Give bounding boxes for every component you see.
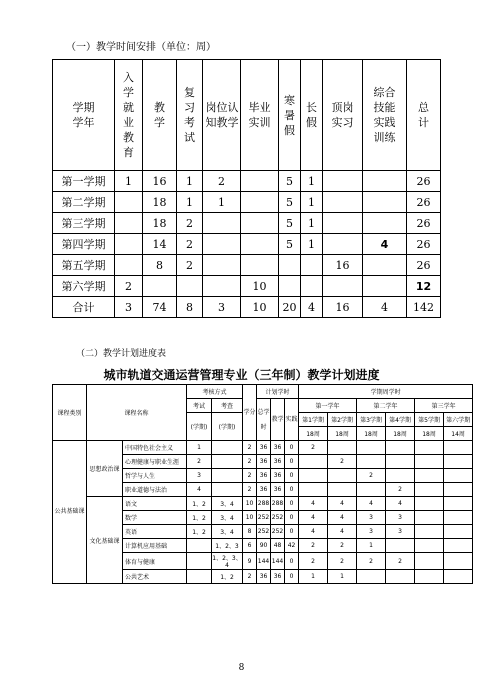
time-cell: 4 (301, 297, 323, 318)
time-cell: 8 (177, 297, 203, 318)
weekly-hours (386, 570, 415, 584)
weekly-hours (357, 570, 386, 584)
weekly-hours (328, 483, 357, 497)
weekly-hours (357, 455, 386, 469)
weekly-hours (386, 441, 415, 455)
check-term: 3、4 (212, 497, 243, 511)
weekly-hours (415, 441, 444, 455)
credit: 10 (243, 497, 257, 511)
total-hours: 36 (257, 570, 271, 584)
weekly-hours: 2 (299, 553, 328, 570)
exam-term: 1 (187, 441, 212, 455)
time-cell: 2 (203, 171, 241, 192)
header-year-3: 第三学年 (415, 399, 473, 413)
teach-hours: 36 (271, 483, 285, 497)
teach-hours: 36 (271, 441, 285, 455)
time-cell: 3 (115, 297, 143, 318)
time-cell (323, 234, 363, 255)
weekly-hours (415, 511, 444, 525)
weekly-hours (444, 553, 473, 570)
check-term (212, 469, 243, 483)
time-cell: 18 (143, 213, 177, 234)
weekly-hours: 2 (386, 553, 415, 570)
section1-title: （一）教学时间安排（单位：周） (66, 42, 216, 53)
time-cell: 4 (363, 297, 407, 318)
page-number: 8 (238, 663, 245, 673)
teach-hours: 36 (271, 455, 285, 469)
header-cell: 复习考试 (177, 60, 203, 171)
weekly-hours (415, 483, 444, 497)
weekly-hours: 3 (386, 525, 415, 539)
time-cell: 14 (143, 234, 177, 255)
weekly-hours (444, 469, 473, 483)
total-hours: 252 (257, 525, 271, 539)
weekly-hours: 3 (357, 525, 386, 539)
header-category: 课程类别 (53, 385, 87, 441)
teach-hours: 144 (271, 553, 285, 570)
total-hours: 36 (257, 469, 271, 483)
practice-hours: 42 (285, 539, 299, 553)
practice-hours: 0 (285, 497, 299, 511)
weekly-hours: 4 (299, 525, 328, 539)
course-name: 计算机应用基础 (123, 539, 187, 553)
time-table-row (53, 213, 441, 234)
header-term: 第1学期 (299, 413, 328, 427)
weekly-hours (328, 469, 357, 483)
weekly-hours (444, 483, 473, 497)
exam-term (187, 553, 212, 570)
check-term (212, 441, 243, 455)
check-term (212, 455, 243, 469)
header-term-weeks: 18周 (386, 427, 415, 441)
weekly-hours (357, 483, 386, 497)
check-term: 1、2、3、4 (212, 553, 243, 570)
time-cell: 12 (407, 276, 441, 297)
semester-label: 第二学期 (53, 192, 115, 213)
time-cell (301, 255, 323, 276)
time-cell (363, 255, 407, 276)
credit: 9 (243, 553, 257, 570)
time-cell: 1 (203, 192, 241, 213)
time-cell: 4 (363, 234, 407, 255)
weekly-hours (444, 455, 473, 469)
teach-hours: 252 (271, 525, 285, 539)
course-name: 数学 (123, 511, 187, 525)
time-cell: 1 (301, 192, 323, 213)
time-cell: 2 (177, 213, 203, 234)
weekly-hours (328, 441, 357, 455)
weekly-hours: 1 (328, 570, 357, 584)
teach-hours: 36 (271, 570, 285, 584)
teach-hours: 48 (271, 539, 285, 553)
semester-label: 第三学期 (53, 213, 115, 234)
exam-term: 1、2 (187, 497, 212, 511)
semester-label: 合计 (53, 297, 115, 318)
weekly-hours: 2 (299, 539, 328, 553)
time-cell (241, 234, 279, 255)
teaching-time-table (52, 59, 441, 318)
time-cell: 16 (323, 297, 363, 318)
time-cell: 1 (301, 234, 323, 255)
time-cell (363, 213, 407, 234)
practice-hours: 0 (285, 570, 299, 584)
plan-title: 城市轨道交通运营管理专业（三年制）教学计划进度 (103, 368, 380, 382)
time-table-row (53, 297, 441, 318)
time-cell (363, 171, 407, 192)
time-cell: 20 (279, 297, 301, 318)
weekly-hours (386, 539, 415, 553)
check-term: 1、2 (212, 570, 243, 584)
weekly-hours: 3 (386, 511, 415, 525)
weekly-hours (299, 469, 328, 483)
time-cell: 1 (301, 213, 323, 234)
weekly-hours: 2 (357, 469, 386, 483)
exam-term (187, 539, 212, 553)
time-cell (279, 276, 301, 297)
check-term (212, 483, 243, 497)
practice-hours: 0 (285, 469, 299, 483)
check-term: 1、2、3 (212, 539, 243, 553)
time-cell: 16 (323, 255, 363, 276)
weekly-hours: 4 (328, 497, 357, 511)
weekly-hours: 2 (357, 553, 386, 570)
header-practice: 实践 (285, 399, 299, 441)
header-total-hours: 总学时 (257, 399, 271, 441)
weekly-hours: 4 (357, 497, 386, 511)
practice-hours: 0 (285, 525, 299, 539)
weekly-hours: 1 (357, 539, 386, 553)
weekly-hours: 1 (299, 570, 328, 584)
header-exam-mode: 考核方式 (187, 385, 243, 399)
time-cell (115, 192, 143, 213)
weekly-hours (386, 455, 415, 469)
plan-table-row (53, 497, 473, 511)
teach-hours: 252 (271, 511, 285, 525)
course-name: 体育与健康 (123, 553, 187, 570)
weekly-hours: 2 (328, 553, 357, 570)
time-cell (115, 234, 143, 255)
header-year-1: 第一学年 (299, 399, 357, 413)
time-cell (279, 255, 301, 276)
practice-hours: 0 (285, 483, 299, 497)
teaching-plan-table (52, 384, 473, 584)
header-cell: 顶岗实习 (323, 60, 363, 171)
total-hours: 36 (257, 455, 271, 469)
weekly-hours: 4 (299, 497, 328, 511)
credit: 8 (243, 525, 257, 539)
exam-term: 1、2 (187, 511, 212, 525)
weekly-hours (415, 469, 444, 483)
header-cell: 岗位认知教学 (203, 60, 241, 171)
practice-hours: 0 (285, 455, 299, 469)
weekly-hours (415, 455, 444, 469)
header-cell: 寒暑假 (279, 60, 301, 171)
header-credit: 学分 (243, 385, 257, 441)
header-cell: 综合技能实践训练 (363, 60, 407, 171)
time-cell: 1 (177, 192, 203, 213)
header-term: 第2学期 (328, 413, 357, 427)
weekly-hours (415, 553, 444, 570)
header-weekly-hours: 学期周学时 (299, 385, 473, 399)
weekly-hours: 4 (299, 511, 328, 525)
credit: 10 (243, 511, 257, 525)
time-cell: 2 (177, 255, 203, 276)
credit: 2 (243, 455, 257, 469)
header-term-weeks: 18周 (328, 427, 357, 441)
time-cell (203, 276, 241, 297)
time-cell: 142 (407, 297, 441, 318)
course-name: 公共艺术 (123, 570, 187, 584)
section2-title: （二）教学计划进度表 (76, 349, 167, 359)
time-table-row (53, 192, 441, 213)
weekly-hours (386, 469, 415, 483)
header-term-weeks: 14周 (444, 427, 473, 441)
exam-term: 1、2 (187, 525, 212, 539)
semester-label: 第六学期 (53, 276, 115, 297)
time-cell (115, 255, 143, 276)
credit: 6 (243, 539, 257, 553)
teach-hours: 288 (271, 497, 285, 511)
time-cell (363, 192, 407, 213)
semester-label: 第五学期 (53, 255, 115, 276)
header-plan-hours: 计划学时 (257, 385, 299, 399)
exam-term: 3 (187, 469, 212, 483)
semester-label: 第一学期 (53, 171, 115, 192)
weekly-hours: 2 (328, 455, 357, 469)
time-cell: 1 (177, 171, 203, 192)
time-cell: 1 (301, 171, 323, 192)
header-cell: 总计 (407, 60, 441, 171)
total-hours: 144 (257, 553, 271, 570)
time-cell: 16 (143, 171, 177, 192)
time-cell (363, 276, 407, 297)
header-teach: 教学 (271, 399, 285, 441)
weekly-hours (444, 570, 473, 584)
credit: 2 (243, 483, 257, 497)
time-cell: 5 (279, 192, 301, 213)
total-hours: 288 (257, 497, 271, 511)
time-cell: 18 (143, 192, 177, 213)
time-cell (323, 276, 363, 297)
time-cell (241, 171, 279, 192)
teach-hours: 36 (271, 469, 285, 483)
header-exam-unit: (学期) (187, 413, 212, 441)
credit: 2 (243, 469, 257, 483)
weekly-hours: 2 (299, 441, 328, 455)
weekly-hours (415, 497, 444, 511)
time-table-row (53, 255, 441, 276)
time-table-row (53, 234, 441, 255)
header-cell: 教学 (143, 60, 177, 171)
exam-term (187, 570, 212, 584)
header-term: 第4学期 (386, 413, 415, 427)
plan-table-row (53, 441, 473, 455)
weekly-hours: 3 (357, 511, 386, 525)
time-cell: 26 (407, 213, 441, 234)
total-hours: 36 (257, 441, 271, 455)
check-term: 3、4 (212, 511, 243, 525)
header-term: 第3学期 (357, 413, 386, 427)
weekly-hours (415, 525, 444, 539)
time-cell: 26 (407, 255, 441, 276)
header-cell: 入学就业教育 (115, 60, 143, 171)
weekly-hours (299, 483, 328, 497)
weekly-hours (357, 441, 386, 455)
weekly-hours: 4 (386, 497, 415, 511)
time-cell: 2 (115, 276, 143, 297)
time-cell (323, 213, 363, 234)
total-hours: 252 (257, 511, 271, 525)
course-name: 英语 (123, 525, 187, 539)
weekly-hours (444, 539, 473, 553)
header-term-weeks: 18周 (357, 427, 386, 441)
time-cell: 5 (279, 213, 301, 234)
course-name: 职业道德与法治 (123, 483, 187, 497)
weekly-hours (415, 539, 444, 553)
course-name: 语文 (123, 497, 187, 511)
exam-term: 2 (187, 455, 212, 469)
practice-hours: 0 (285, 553, 299, 570)
credit: 2 (243, 441, 257, 455)
time-cell (203, 255, 241, 276)
time-cell: 8 (143, 255, 177, 276)
total-hours: 90 (257, 539, 271, 553)
time-cell: 5 (279, 234, 301, 255)
header-check-unit: (学期) (212, 413, 243, 441)
weekly-hours: 2 (386, 483, 415, 497)
course-name: 中国特色社会主义 (123, 441, 187, 455)
time-table-row (53, 171, 441, 192)
weekly-hours (444, 497, 473, 511)
time-cell: 26 (407, 192, 441, 213)
header-term-weeks: 18周 (299, 427, 328, 441)
header-year-2: 第二学年 (357, 399, 415, 413)
practice-hours: 0 (285, 511, 299, 525)
time-cell: 26 (407, 171, 441, 192)
time-cell: 2 (177, 234, 203, 255)
header-cell: 毕业实训 (241, 60, 279, 171)
weekly-hours (444, 441, 473, 455)
time-cell (177, 276, 203, 297)
header-term: 第5学期 (415, 413, 444, 427)
time-cell (241, 192, 279, 213)
time-cell (203, 234, 241, 255)
group-culture: 文化基础课 (87, 497, 123, 584)
time-table-row (53, 276, 441, 297)
header-exam: 考试 (187, 399, 212, 413)
practice-hours: 0 (285, 441, 299, 455)
time-cell: 10 (241, 276, 279, 297)
weekly-hours (299, 455, 328, 469)
course-name: 心理健康与职业生涯 (123, 455, 187, 469)
time-cell (323, 192, 363, 213)
time-cell (301, 276, 323, 297)
credit: 2 (243, 570, 257, 584)
weekly-hours: 4 (328, 511, 357, 525)
time-cell (323, 171, 363, 192)
header-term: 第六学期 (444, 413, 473, 427)
exam-term: 4 (187, 483, 212, 497)
total-hours: 36 (257, 483, 271, 497)
weekly-hours (415, 570, 444, 584)
corner-header: 学期 学年 (53, 60, 115, 171)
weekly-hours: 2 (328, 539, 357, 553)
time-cell: 74 (143, 297, 177, 318)
time-cell: 5 (279, 171, 301, 192)
group-ideology: 思想政治课 (87, 441, 123, 497)
time-cell: 26 (407, 234, 441, 255)
weekly-hours: 4 (328, 525, 357, 539)
header-cell: 长假 (301, 60, 323, 171)
semester-label: 第四学期 (53, 234, 115, 255)
time-cell (143, 276, 177, 297)
time-cell (115, 213, 143, 234)
time-table-header (53, 60, 441, 171)
header-check: 考查 (212, 399, 243, 413)
weekly-hours (444, 511, 473, 525)
time-cell (241, 255, 279, 276)
time-cell: 1 (115, 171, 143, 192)
category-public-basic: 公共基础课 (53, 441, 87, 584)
weekly-hours (444, 525, 473, 539)
check-term: 3、4 (212, 525, 243, 539)
time-cell (203, 213, 241, 234)
time-cell: 3 (203, 297, 241, 318)
header-course-name: 课程名称 (87, 385, 187, 441)
time-cell: 10 (241, 297, 279, 318)
header-term-weeks: 18周 (415, 427, 444, 441)
course-name: 哲学与人生 (123, 469, 187, 483)
time-cell (241, 213, 279, 234)
